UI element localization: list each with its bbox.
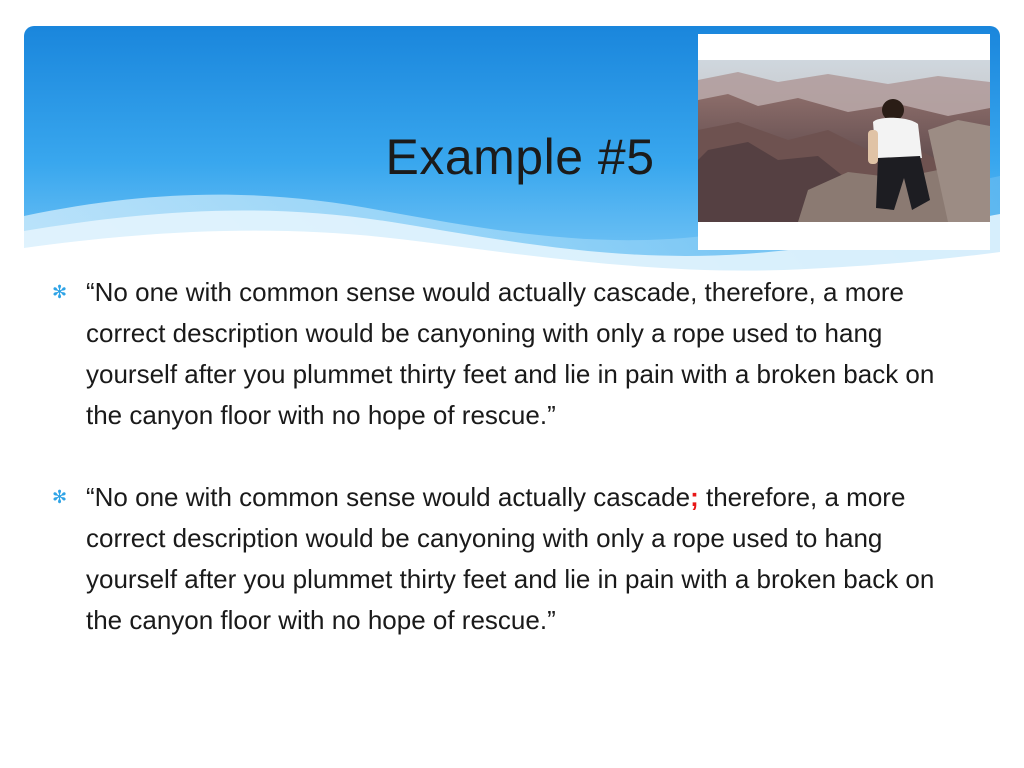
semicolon-highlight: ; — [690, 482, 699, 512]
slide-title: Example #5 — [385, 129, 655, 185]
photo-frame — [698, 34, 990, 250]
bullet-text-before: “No one with common sense would actually cascade — [86, 482, 691, 512]
bullet-item-2 — [48, 477, 968, 641]
bullet-list — [48, 272, 968, 641]
canyon-cliff-photo — [698, 60, 990, 222]
asterisk-bullet-icon: ✻ — [52, 487, 68, 507]
bullet-item-1 — [48, 272, 968, 436]
asterisk-bullet-icon: ✻ — [52, 282, 68, 302]
bullet-text: “No one with common sense would actually cascade, therefore, a more correct description would be canyoning with only a rope used to hang yourself after you plummet thirty feet and lie in pain with a broken back on the canyon floor with no hope of rescue.” — [86, 277, 935, 430]
bullet-text-after: therefore, a more correct description would be canyoning with only a rope used to hang yourself after you plummet thirty feet and lie in pain with a broken back on the canyon floor with no hope of rescue.” — [86, 482, 935, 635]
